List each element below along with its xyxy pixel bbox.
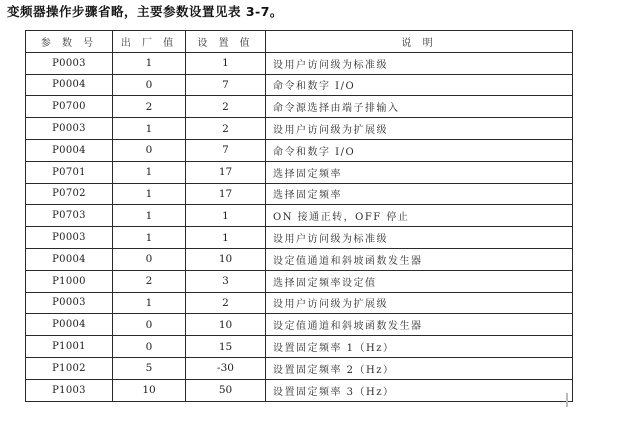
cell-param-number: P1001 bbox=[26, 336, 113, 358]
cell-factory-value: 0 bbox=[113, 139, 186, 161]
cell-factory-value: 0 bbox=[113, 74, 186, 96]
cell-description: 设置固定频率 1（Hz） bbox=[266, 336, 573, 358]
table-row bbox=[26, 96, 573, 118]
cell-factory-value: 2 bbox=[113, 96, 186, 118]
cell-setting-value: 1 bbox=[186, 205, 266, 227]
cell-factory-value: 0 bbox=[113, 336, 186, 358]
table-row bbox=[26, 336, 573, 358]
cell-description: 选择固定频率 bbox=[266, 161, 573, 183]
table-row bbox=[26, 205, 573, 227]
table-body bbox=[26, 52, 573, 401]
cell-description: 选择固定频率设定值 bbox=[266, 270, 573, 292]
cell-description: 命令和数字 I/O bbox=[266, 139, 573, 161]
cell-param-number: P1000 bbox=[26, 270, 113, 292]
cell-description: ON 接通正转，OFF 停止 bbox=[266, 205, 573, 227]
table-row bbox=[26, 183, 573, 205]
cell-setting-value: 50 bbox=[186, 379, 266, 401]
table-row bbox=[26, 227, 573, 249]
header-factory-value: 出 厂 值 bbox=[113, 31, 186, 53]
cell-description: 设用户访问级为扩展级 bbox=[266, 118, 573, 140]
cell-description: 设用户访问级为标准级 bbox=[266, 52, 573, 74]
cell-setting-value: 3 bbox=[186, 270, 266, 292]
header-description: 说 明 bbox=[266, 31, 573, 53]
cell-param-number: P0003 bbox=[26, 118, 113, 140]
cell-param-number: P0004 bbox=[26, 248, 113, 270]
parameter-table-container bbox=[25, 30, 572, 402]
cell-factory-value: 10 bbox=[113, 379, 186, 401]
cell-param-number: P1002 bbox=[26, 357, 113, 379]
cell-setting-value: 1 bbox=[186, 227, 266, 249]
table-row bbox=[26, 118, 573, 140]
cell-setting-value: 2 bbox=[186, 292, 266, 314]
cell-param-number: P0003 bbox=[26, 52, 113, 74]
cell-param-number: P0003 bbox=[26, 292, 113, 314]
cell-param-number: P0702 bbox=[26, 183, 113, 205]
cell-setting-value: 10 bbox=[186, 248, 266, 270]
cell-factory-value: 1 bbox=[113, 183, 186, 205]
cell-description: 命令和数字 I/O bbox=[266, 74, 573, 96]
table-header-row bbox=[26, 31, 573, 53]
header-param-number: 参 数 号 bbox=[26, 31, 113, 53]
scan-edge-mark bbox=[566, 393, 568, 407]
cell-setting-value: 2 bbox=[186, 96, 266, 118]
cell-setting-value: 10 bbox=[186, 314, 266, 336]
cell-factory-value: 1 bbox=[113, 118, 186, 140]
cell-param-number: P0004 bbox=[26, 74, 113, 96]
table-row bbox=[26, 52, 573, 74]
cell-setting-value: 1 bbox=[186, 52, 266, 74]
cell-param-number: P1003 bbox=[26, 379, 113, 401]
cell-description: 设用户访问级为标准级 bbox=[266, 227, 573, 249]
cell-factory-value: 1 bbox=[113, 161, 186, 183]
table-row bbox=[26, 292, 573, 314]
table-row bbox=[26, 248, 573, 270]
table-row bbox=[26, 74, 573, 96]
header-setting-value: 设 置 值 bbox=[186, 31, 266, 53]
table-row bbox=[26, 314, 573, 336]
table-row bbox=[26, 357, 573, 379]
cell-param-number: P0003 bbox=[26, 227, 113, 249]
cell-setting-value: 7 bbox=[186, 139, 266, 161]
cell-setting-value: -30 bbox=[186, 357, 266, 379]
cell-factory-value: 1 bbox=[113, 205, 186, 227]
cell-param-number: P0700 bbox=[26, 96, 113, 118]
cell-description: 设定值通道和斜坡函数发生器 bbox=[266, 314, 573, 336]
cell-factory-value: 1 bbox=[113, 227, 186, 249]
document-heading: 变频器操作步骤省略，主要参数设置见表 3-7。 bbox=[7, 4, 283, 19]
cell-setting-value: 7 bbox=[186, 74, 266, 96]
table-row bbox=[26, 270, 573, 292]
parameter-table bbox=[25, 30, 573, 402]
cell-factory-value: 5 bbox=[113, 357, 186, 379]
cell-factory-value: 1 bbox=[113, 52, 186, 74]
cell-setting-value: 2 bbox=[186, 118, 266, 140]
table-row bbox=[26, 379, 573, 401]
cell-description: 设定值通道和斜坡函数发生器 bbox=[266, 248, 573, 270]
cell-factory-value: 1 bbox=[113, 292, 186, 314]
table-row bbox=[26, 139, 573, 161]
cell-description: 命令源选择由端子排输入 bbox=[266, 96, 573, 118]
cell-setting-value: 17 bbox=[186, 183, 266, 205]
cell-factory-value: 0 bbox=[113, 314, 186, 336]
cell-param-number: P0701 bbox=[26, 161, 113, 183]
cell-param-number: P0004 bbox=[26, 139, 113, 161]
cell-description: 选择固定频率 bbox=[266, 183, 573, 205]
cell-description: 设置固定频率 2（Hz） bbox=[266, 357, 573, 379]
table-row bbox=[26, 161, 573, 183]
cell-description: 设置固定频率 3（Hz） bbox=[266, 379, 573, 401]
cell-setting-value: 15 bbox=[186, 336, 266, 358]
cell-factory-value: 0 bbox=[113, 248, 186, 270]
cell-param-number: P0004 bbox=[26, 314, 113, 336]
cell-param-number: P0703 bbox=[26, 205, 113, 227]
cell-setting-value: 17 bbox=[186, 161, 266, 183]
cell-description: 设用户访问级为扩展级 bbox=[266, 292, 573, 314]
cell-factory-value: 2 bbox=[113, 270, 186, 292]
